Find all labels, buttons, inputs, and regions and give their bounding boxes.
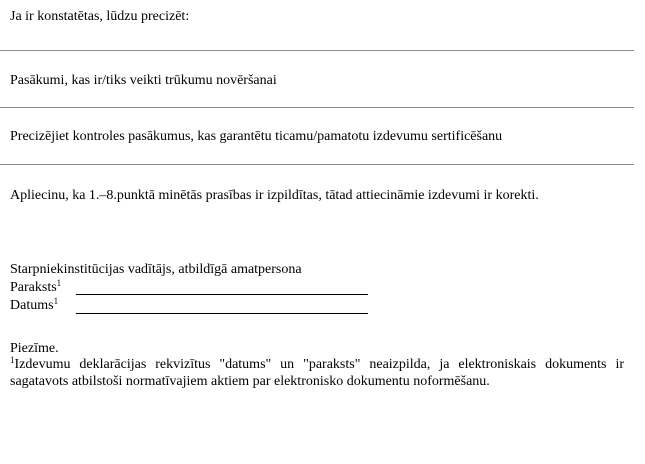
signature-footnote-mark: 1 <box>56 278 62 288</box>
note-title: Piezīme. <box>10 341 59 356</box>
note-text: Izdevumu deklarācijas rekvizītus "datums" un "paraksts" neaizpilda, ja elektroniskais dokuments ir sagatavots atbilstoši normatīvajiem aktiem par elektronisko dokumentu noformēšanu. <box>10 357 624 389</box>
certification-statement: Apliecinu, ka 1.–8.punktā minētās prasības ir izpildītas, tātad attiecināmie izdevumi ir korekti. <box>10 188 539 203</box>
signature-label: Paraksts <box>10 280 57 295</box>
section-divider-2 <box>0 107 634 108</box>
section-divider-3 <box>0 164 634 165</box>
date-line <box>76 313 368 314</box>
signatory-heading: Starpniekinstitūcijas vadītājs, atbildīgā amatpersona <box>10 262 302 277</box>
controls-question: Precizējiet kontroles pasākumus, kas garantētu ticamu/pamatotu izdevumu sertificēšanu <box>10 129 503 144</box>
date-row <box>10 297 58 314</box>
note-text-block <box>10 356 624 390</box>
date-footnote-mark: 1 <box>53 296 59 306</box>
clarify-question: Ja ir konstatētas, lūdzu precizēt: <box>10 9 190 24</box>
measures-question: Pasākumi, kas ir/tiks veikti trūkumu novēršanai <box>10 73 277 88</box>
section-divider-1 <box>0 50 634 51</box>
signature-line <box>76 294 368 295</box>
note-footnote-mark: 1 <box>10 355 15 365</box>
date-label: Datums <box>10 298 54 313</box>
signature-row <box>10 279 61 296</box>
